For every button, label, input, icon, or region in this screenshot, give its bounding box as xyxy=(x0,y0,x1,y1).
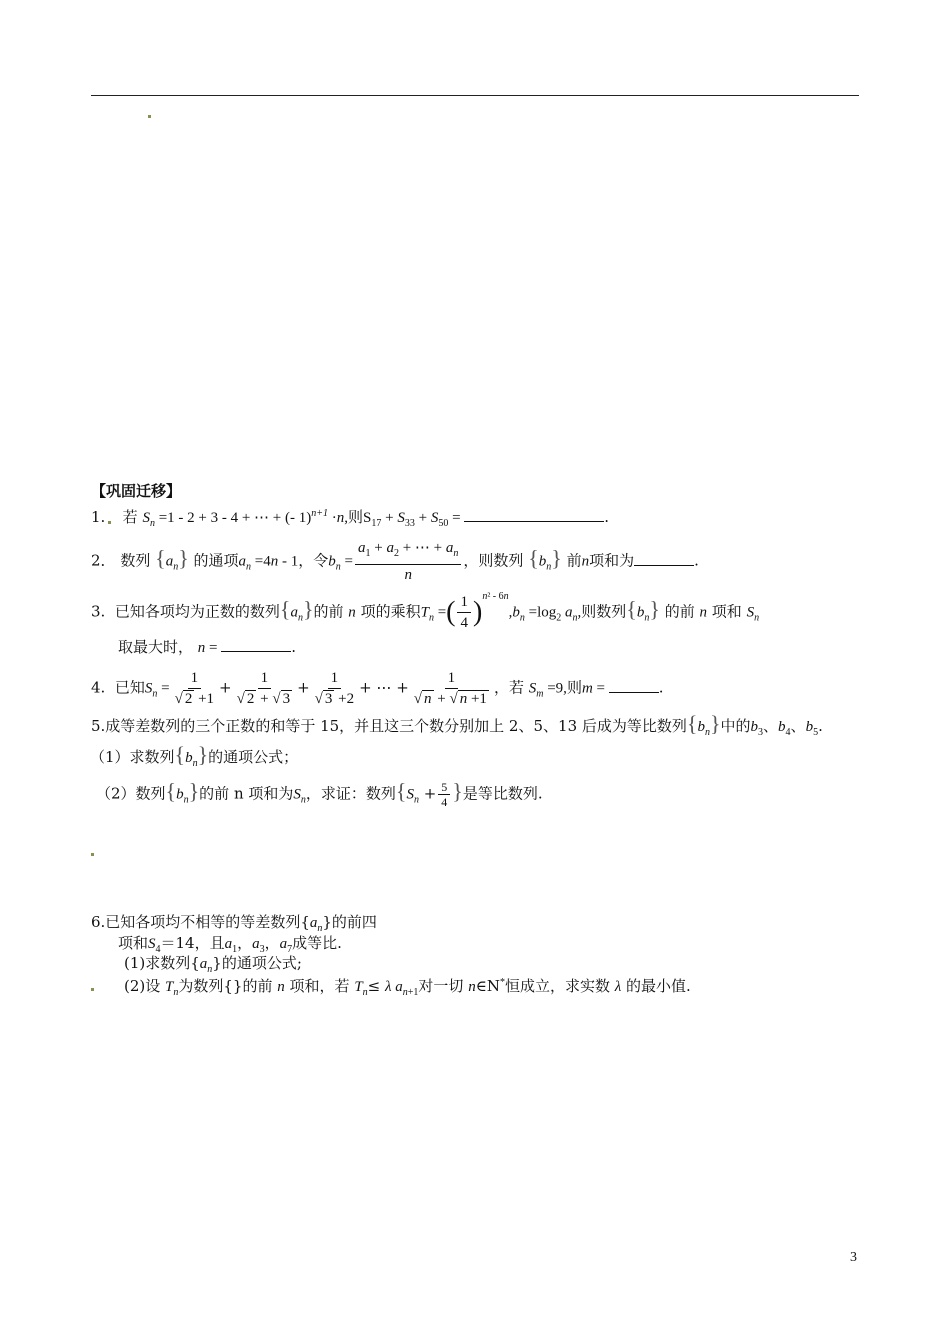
marker-dot xyxy=(91,853,94,856)
page-number: 3 xyxy=(850,1250,857,1265)
answer-blank[interactable] xyxy=(634,551,694,566)
question-6-part-2: (2)设 $T_n$为数列{}的前 n 项和，若 $T_n\le \lambda$ $a_{n+1}$对一切 n∈N*恒成立，求实数 λ 的最小值. xyxy=(124,977,691,998)
question-1: 1. 若 $S_n =1 - 2 + 3 - 4$ + ⋯ + (- 1)$^{n+1}$ ·n,则$S_{17} + S_{33} + S_{50}$ = . xyxy=(91,508,610,529)
question-6: 6.已知各项均不相等的等差数列$\{a_n\}$的前四 xyxy=(91,913,377,934)
question-5-part-1: （1）求数列$\{b_n\}$的通项公式； xyxy=(90,742,299,769)
question-6-part-1: (1)求数列$\{a_n\}$的通项公式; xyxy=(124,954,302,975)
question-5-part-2: （2）数列$\{b_n\}$的前 n 项和为$S_n$，求证：数列{$S_n$ + $\frac{5}{4}$ }是等比数列. xyxy=(96,778,543,809)
question-6-line-2: 项和$S_4=14$，且$a_1$，$a_3$，$a_7$成等比. xyxy=(118,934,342,955)
question-3-cont: 取最大时， n = . xyxy=(118,638,297,656)
question-4: 4. 已知$S_n$ = $\frac{1}{√ 2 +1}$ + $\frac{1}{√ 2 + √ 3}$ + $\frac{1}{√ 3 +2}$ + ⋯ + $\frac{1}{√ n + √ n +1}$ ，若 $S_m =9$,则m = . xyxy=(91,670,664,707)
answer-blank[interactable] xyxy=(221,637,291,652)
answer-blank[interactable] xyxy=(464,507,604,522)
section-heading: 【巩固迁移】 xyxy=(91,482,182,500)
marker-dot xyxy=(148,115,151,118)
answer-blank[interactable] xyxy=(609,678,659,693)
marker-dot xyxy=(108,521,111,524)
marker-dot xyxy=(91,988,94,991)
header-rule xyxy=(91,95,859,96)
question-2: 2． 数列 $\{a_n\}$ 的通项$a_n =4n - 1$，令$b_n$ = $\frac{a_1 + a_2 + \cdots + a_n}{n}$ ，则数列 $\{b_n\}$ 前n项和为 . xyxy=(91,540,699,583)
question-3: 3. 已知各项均为正数的数列$\{a_n\}$的前 n 项的乘积$T_n$ =( $\frac{1}{4}$ )$^{n^2 - 6n},b_n =\log_2$ $a_n$,则数列$\{b_n\}$ 的前 n 项和 $S_n$ xyxy=(91,590,760,631)
question-5: 5.成等差数列的三个正数的和等于 15，并且这三个数分别加上 2、5、13 后成为等比数列$\{b_n\}$中的$b_3$、$b_4$、$b_5$. xyxy=(91,711,823,738)
